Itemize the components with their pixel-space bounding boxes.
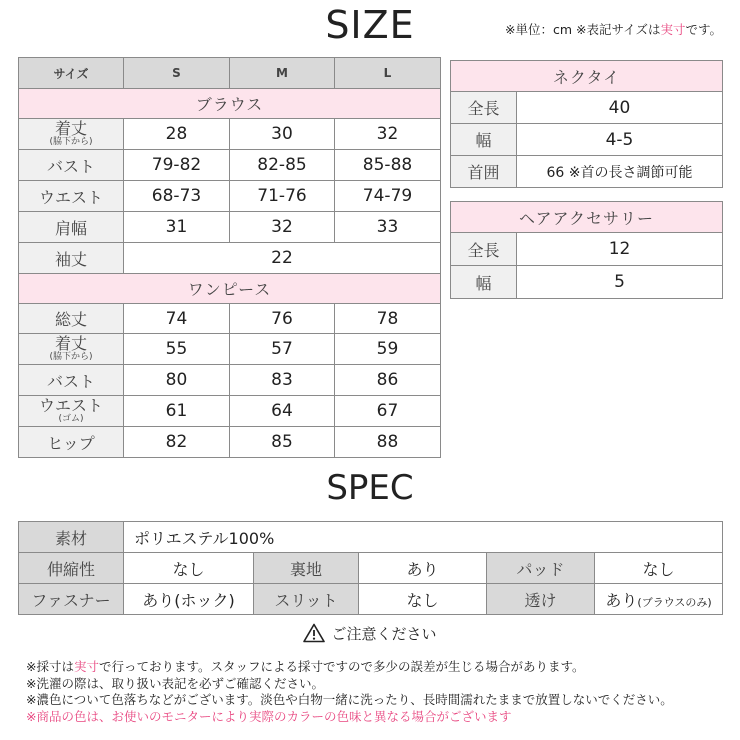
row-label: 首囲 [451, 156, 517, 188]
table-row [19, 365, 441, 396]
value-cell: 12 [517, 233, 723, 266]
hair-accessory-table [450, 201, 723, 299]
note-line-color-warning: ※商品の色は、お使いのモニターにより実際のカラーの色味と異なる場合がございます [26, 708, 512, 724]
onepiece-section-row [19, 274, 441, 304]
spec-label: スリット [254, 584, 359, 615]
spec-value-main: あり [605, 590, 638, 610]
value-cell: 5 [517, 266, 723, 299]
row-label [19, 396, 124, 427]
value-cell: 78 [335, 304, 441, 334]
row-label-sub: (脇下から) [49, 137, 93, 147]
value-cell: 32 [230, 212, 335, 243]
size-header-row [19, 58, 441, 89]
value-cell: 67 [335, 396, 441, 427]
row-label: 幅 [451, 266, 517, 299]
value-cell: 28 [124, 119, 230, 150]
value-cell: 79-82 [124, 150, 230, 181]
table-row [19, 119, 441, 150]
row-label-sub: (脇下から) [49, 352, 93, 362]
spec-value: なし [595, 553, 723, 584]
spec-title: SPEC [326, 468, 414, 508]
note-line [26, 659, 726, 676]
hair-accessory-title: ヘアアクセサリー [451, 202, 723, 233]
spec-label: 伸縮性 [19, 553, 124, 584]
value-cell: 76 [230, 304, 335, 334]
value-cell: 86 [335, 365, 441, 396]
row-label: バスト [19, 150, 124, 181]
spec-label: 透け [487, 584, 595, 615]
spec-value-sub: (ブラウスのみ) [637, 595, 712, 609]
row-label: ヒップ [19, 427, 124, 458]
spec-value: なし [359, 584, 487, 615]
necktie-title: ネクタイ [451, 61, 723, 92]
row-label-main: 着丈 [54, 119, 87, 138]
spec-value: なし [124, 553, 254, 584]
necktie-title-row [451, 61, 723, 92]
spec-label: 素材 [19, 522, 124, 553]
table-row [19, 584, 723, 615]
spec-value [595, 584, 723, 615]
value-cell: 83 [230, 365, 335, 396]
caution-text: ご注意ください [331, 625, 437, 643]
spec-label: 裏地 [254, 553, 359, 584]
row-label: 肩幅 [19, 212, 124, 243]
value-cell: 66 ※首の長さ調節可能 [517, 156, 723, 188]
table-row [451, 266, 723, 299]
row-label-sub: (ゴム) [58, 414, 84, 424]
value-cell: 71-76 [230, 181, 335, 212]
table-row [19, 553, 723, 584]
table-row [19, 522, 723, 553]
row-label: バスト [19, 365, 124, 396]
row-label [19, 119, 124, 150]
table-row [19, 181, 441, 212]
value-cell: 82-85 [230, 150, 335, 181]
spec-value: あり [359, 553, 487, 584]
note-line: ※濃色について色落ちなどがございます。淡色や白物一緒に洗ったり、長時間濡れたままで放置しないでください。 [26, 692, 673, 707]
value-cell: 4-5 [517, 124, 723, 156]
row-label: 袖丈 [19, 243, 124, 274]
spec-value: ポリエステル100% [124, 522, 723, 553]
size-header-m: M [230, 58, 335, 89]
table-row [19, 427, 441, 458]
warning-triangle-icon [303, 623, 325, 643]
row-label: 全長 [451, 233, 517, 266]
value-cell: 22 [124, 243, 441, 274]
unit-note-suffix: です。 [685, 22, 722, 37]
blouse-section-title: ブラウス [19, 89, 441, 119]
table-row [19, 396, 441, 427]
unit-note-prefix: ※単位：cm ※表記サイズは [504, 22, 661, 37]
value-cell: 74 [124, 304, 230, 334]
value-cell: 59 [335, 334, 441, 365]
value-cell: 33 [335, 212, 441, 243]
value-cell: 55 [124, 334, 230, 365]
row-label: 総丈 [19, 304, 124, 334]
value-cell: 30 [230, 119, 335, 150]
hair-accessory-title-row [451, 202, 723, 233]
size-header-label: サイズ [19, 58, 124, 89]
row-label-main: 着丈 [54, 334, 87, 353]
note-suffix: で行っております。スタッフによる採寸ですので多少の誤差が生じる場合があります。 [99, 659, 585, 674]
value-cell: 61 [124, 396, 230, 427]
table-row [451, 124, 723, 156]
table-row [19, 243, 441, 274]
table-row [19, 212, 441, 243]
note-prefix: ※採寸は [26, 659, 74, 674]
onepiece-section-title: ワンピース [19, 274, 441, 304]
notes [26, 659, 726, 725]
spec-value: あり(ホック) [124, 584, 254, 615]
value-cell: 85 [230, 427, 335, 458]
table-row [19, 334, 441, 365]
size-title: SIZE [325, 3, 415, 47]
table-row [19, 304, 441, 334]
table-row [19, 150, 441, 181]
note-highlight: 実寸 [73, 659, 99, 674]
value-cell: 32 [335, 119, 441, 150]
value-cell: 85-88 [335, 150, 441, 181]
value-cell: 74-79 [335, 181, 441, 212]
table-row [451, 92, 723, 124]
size-header-l: L [335, 58, 441, 89]
row-label: 幅 [451, 124, 517, 156]
value-cell: 88 [335, 427, 441, 458]
spec-label: パッド [487, 553, 595, 584]
row-label: ウエスト [19, 181, 124, 212]
value-cell: 68-73 [124, 181, 230, 212]
table-row [451, 156, 723, 188]
table-row [451, 233, 723, 266]
spec-label: ファスナー [19, 584, 124, 615]
row-label [19, 334, 124, 365]
value-cell: 82 [124, 427, 230, 458]
unit-note-highlight: 実寸 [660, 22, 686, 37]
caution-heading [0, 623, 740, 644]
value-cell: 40 [517, 92, 723, 124]
note-line: ※洗濯の際は、取り扱い表記を必ずご確認ください。 [26, 675, 324, 691]
value-cell: 80 [124, 365, 230, 396]
row-label: 全長 [451, 92, 517, 124]
row-label-main: ウエスト [38, 396, 103, 415]
value-cell: 31 [124, 212, 230, 243]
value-cell: 57 [230, 334, 335, 365]
size-header-s: S [124, 58, 230, 89]
unit-note [505, 20, 722, 38]
spec-table [18, 521, 723, 615]
blouse-section-row [19, 89, 441, 119]
value-cell: 64 [230, 396, 335, 427]
size-table [18, 57, 441, 458]
necktie-table [450, 60, 723, 188]
